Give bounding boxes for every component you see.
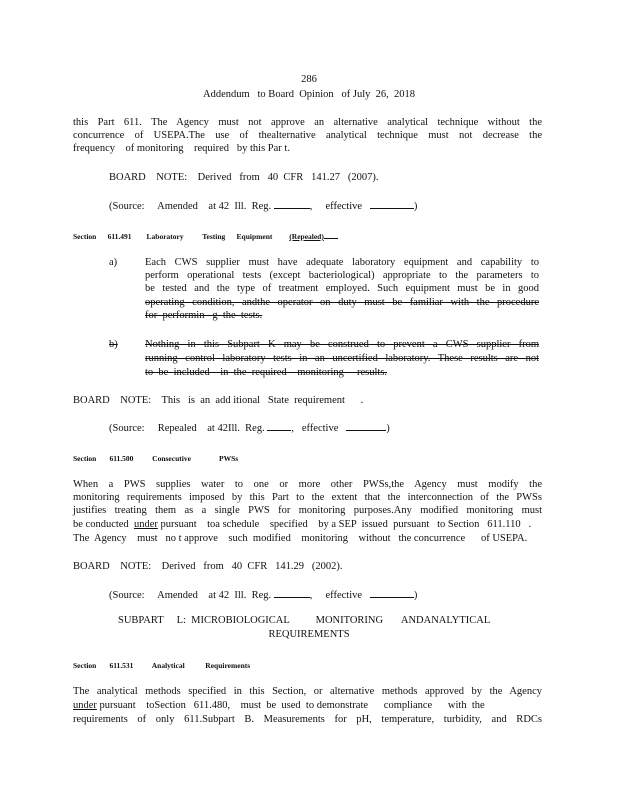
blank-line <box>274 588 310 598</box>
struck-line: for performin g the tests. <box>145 310 263 321</box>
list-item-line: be tested and the type of treatment employed. Such equipment must be in good <box>145 283 539 294</box>
list-item-line: Each CWS supplier must have adequate laboratory equipment and capability to <box>145 257 539 268</box>
board-note: BOARD NOTE: Derived from 40 CFR 141.29 (2002). <box>73 561 343 572</box>
paragraph-line: concurrence of USEPA.The use of thealternative analytical technique must not decrease the <box>73 130 542 141</box>
blank-line <box>324 232 338 239</box>
list-item-label: a) <box>109 257 118 268</box>
paragraph-line: The Agency must no t approve such modified monitoring without the concurrence of USEPA. <box>73 533 528 544</box>
struck-line: Nothing in this Subpart K may be construed to prevent a CWS supplier from <box>145 339 539 350</box>
section-heading: Section 611.500 Consecutive PWSs <box>73 454 239 463</box>
paragraph-line: this Part 611. The Agency must not approve an alternative analytical technique without the <box>73 117 542 128</box>
section-heading: Section 611.531 Analytical Requirements <box>73 661 251 670</box>
board-note: BOARD NOTE: Derived from 40 CFR 141.27 (2007). <box>109 172 379 183</box>
source-mid: , effective <box>309 590 363 601</box>
paragraph-line: monitoring requirements imposed by this Part to the extent that the interconnection of the PWSs <box>73 492 542 503</box>
paragraph-line: The analytical methods specified in this Section, or alternative methods approved by the Agency <box>73 686 542 697</box>
struck-line: operating condition, andthe operator on duty must be familiar with the procedure <box>145 297 539 308</box>
source-note <box>109 421 390 435</box>
source-suffix: ) <box>413 201 418 212</box>
blank-line <box>370 588 414 598</box>
list-item-label: b) <box>109 339 118 350</box>
subpart-heading: REQUIREMENTS <box>268 629 350 640</box>
source-prefix: (Source: Repealed at 42Ill. Reg. <box>109 423 265 434</box>
text-span: pursuant toSection 611.480, must be used to demonstrate compliance with the <box>96 700 485 711</box>
inserted-text: under <box>73 700 97 711</box>
page-number: 286 <box>301 74 317 85</box>
source-mid: , effective <box>309 201 363 212</box>
list-item-line: perform operational tests (except bacteriological) appropriate to the parameters to <box>145 270 539 281</box>
section-heading-text: Section 611.491 Laboratory Testing Equipment <box>73 232 273 241</box>
board-note: BOARD NOTE: This is an add itional State requirement . <box>73 395 364 406</box>
text-span: be conducted <box>73 519 134 530</box>
subpart-heading: SUBPART L: MICROBIOLOGICAL MONITORING ANDANALYTICAL <box>118 615 491 626</box>
repealed-label: (Repealed) <box>289 232 324 241</box>
paragraph-line <box>73 518 531 531</box>
source-note <box>109 588 417 602</box>
struck-line: to be included in the required monitoring results. <box>145 367 388 378</box>
text-span: pursuant toa schedule specified by a SEP issued pursuant to Section 611.110 . <box>157 519 532 530</box>
paragraph-line: justifies treating them as a single PWS for monitoring purposes.Any modified monitoring must <box>73 505 542 516</box>
source-prefix: (Source: Amended at 42 Ill. Reg. <box>109 201 272 212</box>
blank-line <box>267 421 291 431</box>
blank-line <box>346 421 386 431</box>
page-header-title: Addendum to Board Opinion of July 26, 2018 <box>202 89 416 100</box>
source-mid: , effective <box>291 423 339 434</box>
blank-line <box>370 199 414 209</box>
paragraph-line: requirements of only 611.Subpart B. Measurements for pH, temperature, turbidity, and RDCs <box>73 714 542 725</box>
section-heading <box>73 230 338 243</box>
source-suffix: ) <box>386 423 390 434</box>
paragraph-line <box>73 699 485 712</box>
inserted-text: under <box>133 519 158 530</box>
struck-line: running control laboratory tests in an uncertified laboratory. These results are not <box>145 353 539 364</box>
source-suffix: ) <box>413 590 418 601</box>
paragraph-line: When a PWS supplies water to one or more other PWSs,the Agency must modify the <box>73 479 542 490</box>
blank-line <box>274 199 310 209</box>
source-note <box>109 199 417 213</box>
paragraph-line: frequency of monitoring required by this Par t. <box>73 143 290 154</box>
source-prefix: (Source: Amended at 42 Ill. Reg. <box>109 590 272 601</box>
